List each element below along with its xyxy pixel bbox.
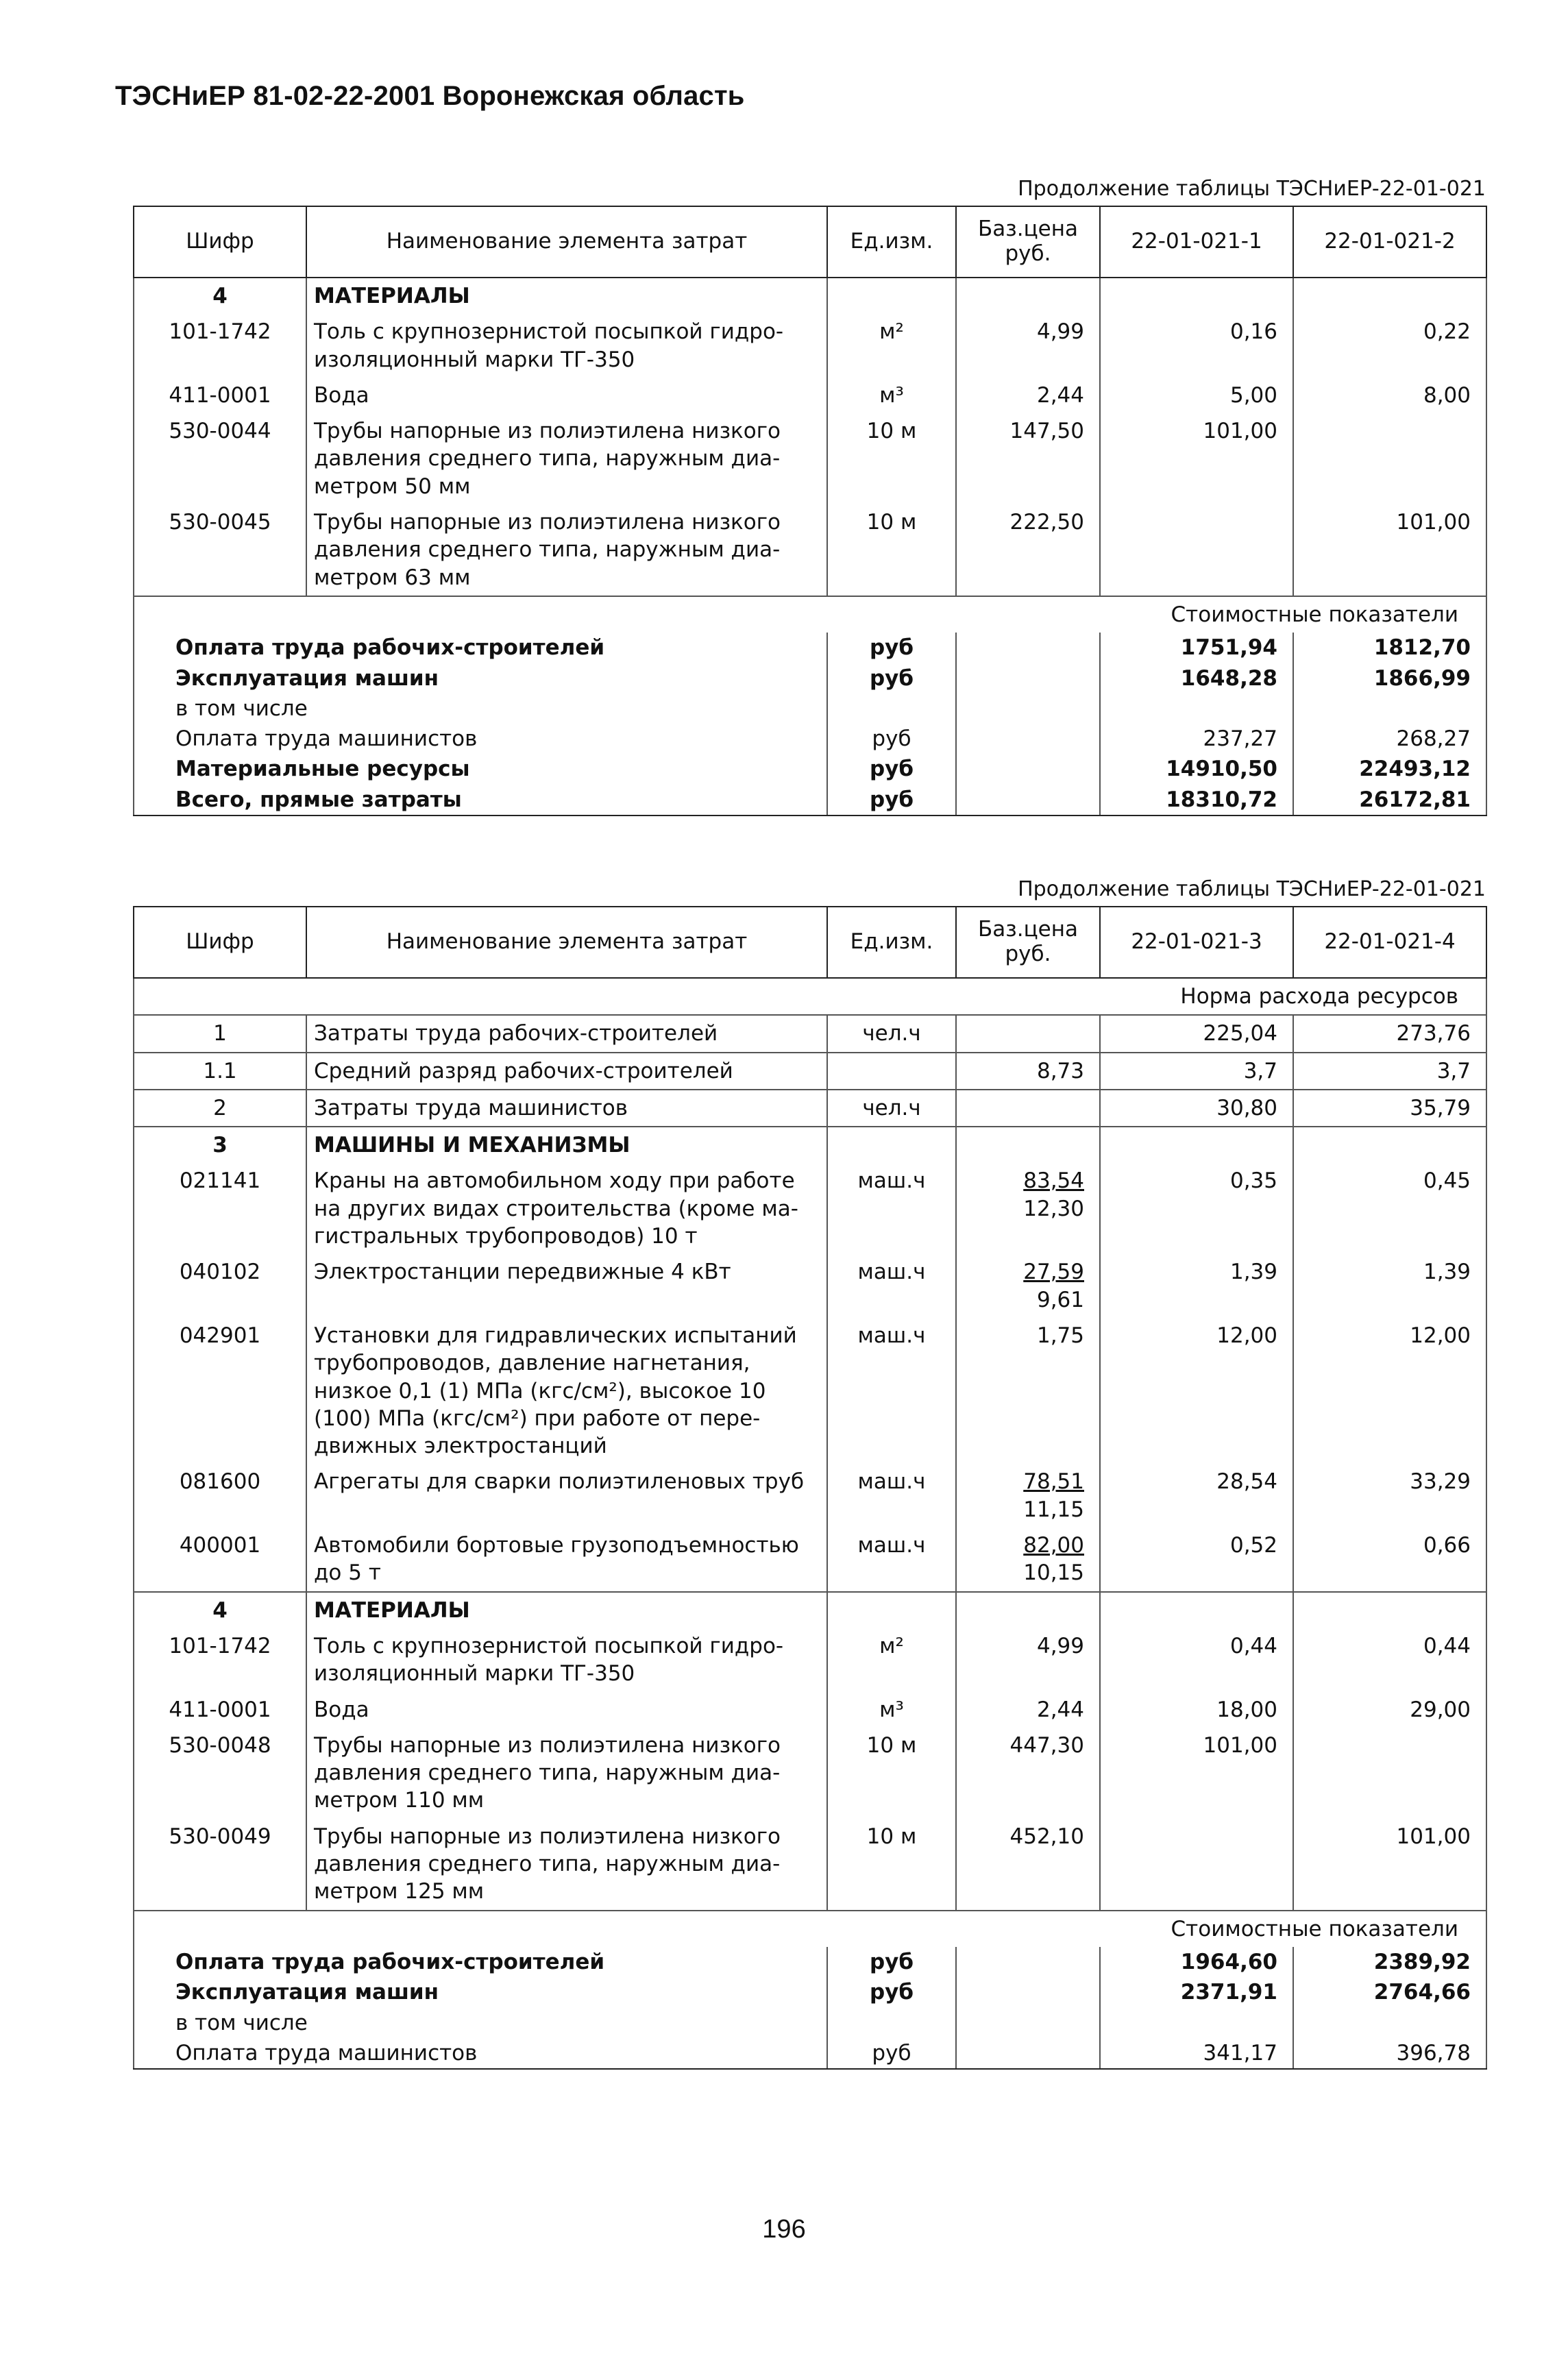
table-row bbox=[134, 1628, 1486, 1692]
resource-norms-label: Норма расхода ресурсов bbox=[134, 978, 1486, 1015]
base-price bbox=[956, 1090, 1100, 1127]
summary-value-2: 1866,99 bbox=[1293, 663, 1486, 694]
section-header-row bbox=[134, 1592, 1486, 1628]
summary-unit: руб bbox=[827, 2038, 956, 2069]
summary-value-2 bbox=[1293, 694, 1486, 724]
summary-label: в том числе bbox=[134, 694, 827, 724]
col-header-norm-4: 22-01-021-4 bbox=[1293, 907, 1486, 978]
summary-value-2: 268,27 bbox=[1293, 724, 1486, 754]
summary-unit: руб bbox=[827, 724, 956, 754]
empty-cell bbox=[1293, 1127, 1486, 1163]
empty-cell bbox=[956, 785, 1100, 816]
resource-unit: маш.ч bbox=[827, 1464, 956, 1528]
table-row bbox=[134, 1090, 1486, 1127]
summary-value-1: 1648,28 bbox=[1100, 663, 1293, 694]
table-row bbox=[134, 1163, 1486, 1254]
resource-name: Вода bbox=[306, 378, 827, 413]
base-price bbox=[956, 1015, 1100, 1052]
resource-unit: м³ bbox=[827, 378, 956, 413]
resource-code: 411-0001 bbox=[134, 378, 306, 413]
section-title: МАТЕРИАЛЫ bbox=[306, 278, 827, 314]
summary-value-2: 26172,81 bbox=[1293, 785, 1486, 816]
empty-cell bbox=[956, 754, 1100, 784]
summary-row bbox=[134, 1947, 1486, 1977]
empty-cell bbox=[956, 663, 1100, 694]
norm-value-1: 1,39 bbox=[1100, 1254, 1293, 1318]
summary-unit: руб bbox=[827, 1947, 956, 1977]
base-price bbox=[956, 1464, 1100, 1528]
empty-cell bbox=[956, 1947, 1100, 1977]
table2-body bbox=[134, 978, 1486, 2069]
norm-value-2: 33,29 bbox=[1293, 1464, 1486, 1528]
summary-label: Оплата труда рабочих-строителей bbox=[134, 633, 827, 663]
resource-unit: м² bbox=[827, 1628, 956, 1692]
resource-name: Трубы напорные из полиэтилена низкого давления среднего типа, наружным диа-метром 125 мм bbox=[306, 1819, 827, 1911]
base-price: 4,99 bbox=[956, 314, 1100, 378]
summary-row bbox=[134, 1977, 1486, 2007]
summary-row bbox=[134, 633, 1486, 663]
summary-value-1 bbox=[1100, 2008, 1293, 2038]
summary-row bbox=[134, 663, 1486, 694]
norm-value-1: 18,00 bbox=[1100, 1692, 1293, 1728]
col-header-price: Баз.цена руб. bbox=[956, 907, 1100, 978]
cost-indicators-label: Стоимостные показатели bbox=[134, 1911, 1486, 1947]
base-price: 452,10 bbox=[956, 1819, 1100, 1911]
empty-cell bbox=[1100, 1127, 1293, 1163]
summary-value-2: 2389,92 bbox=[1293, 1947, 1486, 1977]
resource-name: Трубы напорные из полиэтилена низкого давления среднего типа, наружным диа-метром 50 мм bbox=[306, 413, 827, 504]
price-labor-part: 10,15 bbox=[1023, 1560, 1084, 1586]
section-title: МАШИНЫ И МЕХАНИЗМЫ bbox=[306, 1127, 827, 1163]
resource-code: 101-1742 bbox=[134, 314, 306, 378]
norm-value-1: 28,54 bbox=[1100, 1464, 1293, 1528]
col-header-norm-3: 22-01-021-3 bbox=[1100, 907, 1293, 978]
table-row bbox=[134, 504, 1486, 596]
summary-label: Материальные ресурсы bbox=[134, 754, 827, 784]
norm-value-2: 35,79 bbox=[1293, 1090, 1486, 1127]
norm-value-1: 30,80 bbox=[1100, 1090, 1293, 1127]
price-labor-part: 11,15 bbox=[1023, 1497, 1084, 1522]
resource-code: 021141 bbox=[134, 1163, 306, 1254]
empty-cell bbox=[1100, 1592, 1293, 1628]
resource-code: 2 bbox=[134, 1090, 306, 1127]
resource-unit: чел.ч bbox=[827, 1015, 956, 1052]
resource-name: Трубы напорные из полиэтилена низкого давления среднего типа, наружным диа-метром 110 мм bbox=[306, 1728, 827, 1819]
resource-unit: маш.ч bbox=[827, 1528, 956, 1592]
norm-value-1 bbox=[1100, 504, 1293, 596]
summary-label: в том числе bbox=[134, 2008, 827, 2038]
summary-value-1: 1964,60 bbox=[1100, 1947, 1293, 1977]
empty-cell bbox=[956, 724, 1100, 754]
price-total: 78,51 bbox=[1023, 1469, 1084, 1495]
resource-code: 040102 bbox=[134, 1254, 306, 1318]
summary-value-1: 1751,94 bbox=[1100, 633, 1293, 663]
resource-unit: 10 м bbox=[827, 1819, 956, 1911]
resource-name: Вода bbox=[306, 1692, 827, 1728]
table1 bbox=[133, 206, 1486, 816]
empty-cell bbox=[956, 2008, 1100, 2038]
norm-value-1: 225,04 bbox=[1100, 1015, 1293, 1052]
norm-value-2: 101,00 bbox=[1293, 1819, 1486, 1911]
table-row bbox=[134, 314, 1486, 378]
empty-cell bbox=[1293, 1592, 1486, 1628]
empty-cell bbox=[956, 633, 1100, 663]
summary-row bbox=[134, 2008, 1486, 2038]
resource-unit: маш.ч bbox=[827, 1318, 956, 1464]
table-row bbox=[134, 1692, 1486, 1728]
resource-unit: маш.ч bbox=[827, 1254, 956, 1318]
resource-code: 1 bbox=[134, 1015, 306, 1052]
resource-name: Краны на автомобильном ходу при работе на других видах строительства (кроме ма-гистральных трубопроводов) 10 т bbox=[306, 1163, 827, 1254]
summary-unit: руб bbox=[827, 663, 956, 694]
resource-code: 530-0048 bbox=[134, 1728, 306, 1819]
base-price: 147,50 bbox=[956, 413, 1100, 504]
table2-header-row bbox=[134, 907, 1486, 978]
summary-unit bbox=[827, 694, 956, 724]
base-price: 222,50 bbox=[956, 504, 1100, 596]
summary-value-1: 341,17 bbox=[1100, 2038, 1293, 2069]
section-header-row bbox=[134, 278, 1486, 314]
summary-unit: руб bbox=[827, 633, 956, 663]
resource-unit: чел.ч bbox=[827, 1090, 956, 1127]
summary-value-2: 1812,70 bbox=[1293, 633, 1486, 663]
price-fraction bbox=[1037, 1322, 1084, 1349]
resource-unit: м² bbox=[827, 314, 956, 378]
base-price bbox=[956, 1254, 1100, 1318]
table1-header-row bbox=[134, 206, 1486, 278]
section-code: 3 bbox=[134, 1127, 306, 1163]
base-price: 2,44 bbox=[956, 378, 1100, 413]
resource-norms bbox=[134, 978, 1486, 1015]
base-price: 2,44 bbox=[956, 1692, 1100, 1728]
col-header-code: Шифр bbox=[134, 907, 306, 978]
summary-row bbox=[134, 785, 1486, 816]
resource-name: Затраты труда рабочих-строителей bbox=[306, 1015, 827, 1052]
table-row bbox=[134, 1053, 1486, 1090]
summary-label: Оплата труда рабочих-строителей bbox=[134, 1947, 827, 1977]
table1-body bbox=[134, 278, 1486, 816]
summary-row bbox=[134, 694, 1486, 724]
col-header-norm-1: 22-01-021-1 bbox=[1100, 206, 1293, 278]
norm-value-2: 0,22 bbox=[1293, 314, 1486, 378]
section-header-row bbox=[134, 1127, 1486, 1163]
resource-code: 411-0001 bbox=[134, 1692, 306, 1728]
table2-caption: Продолжение таблицы ТЭСНиЕР-22-01-021 bbox=[1018, 877, 1486, 901]
resource-unit: 10 м bbox=[827, 1728, 956, 1819]
summary-value-1 bbox=[1100, 694, 1293, 724]
cost-indicators bbox=[134, 596, 1486, 633]
norm-value-2 bbox=[1293, 1728, 1486, 1819]
resource-name: Толь с крупнозернистой посыпкой гидро-изоляционный марки ТГ-350 bbox=[306, 1628, 827, 1692]
summary-value-2: 396,78 bbox=[1293, 2038, 1486, 2069]
resource-unit: 10 м bbox=[827, 504, 956, 596]
norm-value-2: 12,00 bbox=[1293, 1318, 1486, 1464]
base-price: 447,30 bbox=[956, 1728, 1100, 1819]
col-header-price: Баз.цена руб. bbox=[956, 206, 1100, 278]
summary-value-2: 22493,12 bbox=[1293, 754, 1486, 784]
resource-code: 530-0049 bbox=[134, 1819, 306, 1911]
resource-unit bbox=[827, 1053, 956, 1090]
col-header-unit: Ед.изм. bbox=[827, 206, 956, 278]
resource-code: 1.1 bbox=[134, 1053, 306, 1090]
summary-value-2 bbox=[1293, 2008, 1486, 2038]
price-total: 83,54 bbox=[1023, 1168, 1084, 1194]
col-header-name: Наименование элемента затрат bbox=[306, 907, 827, 978]
summary-value-1: 18310,72 bbox=[1100, 785, 1293, 816]
resource-name: Автомобили бортовые грузоподъемностью до 5 т bbox=[306, 1528, 827, 1592]
empty-cell bbox=[956, 1127, 1100, 1163]
page-number: 196 bbox=[762, 2215, 806, 2244]
summary-unit: руб bbox=[827, 754, 956, 784]
table-row bbox=[134, 1464, 1486, 1528]
norm-value-2: 101,00 bbox=[1293, 504, 1486, 596]
summary-row bbox=[134, 2038, 1486, 2069]
empty-cell bbox=[827, 1592, 956, 1628]
resource-name: Агрегаты для сварки полиэтиленовых труб bbox=[306, 1464, 827, 1528]
norm-value-2 bbox=[1293, 413, 1486, 504]
table-row bbox=[134, 1015, 1486, 1052]
norm-value-2: 3,7 bbox=[1293, 1053, 1486, 1090]
col-header-unit: Ед.изм. bbox=[827, 907, 956, 978]
summary-label: Эксплуатация машин bbox=[134, 1977, 827, 2007]
resource-name: Средний разряд рабочих-строителей bbox=[306, 1053, 827, 1090]
norm-value-2: 273,76 bbox=[1293, 1015, 1486, 1052]
empty-cell bbox=[956, 694, 1100, 724]
table-row bbox=[134, 378, 1486, 413]
price-labor-part: 1,75 bbox=[1036, 1323, 1084, 1348]
norm-value-1: 101,00 bbox=[1100, 1728, 1293, 1819]
summary-value-1: 14910,50 bbox=[1100, 754, 1293, 784]
empty-cell bbox=[827, 278, 956, 314]
base-price: 8,73 bbox=[956, 1053, 1100, 1090]
table-row bbox=[134, 1254, 1486, 1318]
norm-value-2: 0,44 bbox=[1293, 1628, 1486, 1692]
norm-value-1: 12,00 bbox=[1100, 1318, 1293, 1464]
norm-value-1: 3,7 bbox=[1100, 1053, 1293, 1090]
norm-value-2: 1,39 bbox=[1293, 1254, 1486, 1318]
col-header-name: Наименование элемента затрат bbox=[306, 206, 827, 278]
summary-value-2: 2764,66 bbox=[1293, 1977, 1486, 2007]
resource-unit: м³ bbox=[827, 1692, 956, 1728]
summary-row bbox=[134, 724, 1486, 754]
table-row bbox=[134, 1819, 1486, 1911]
resource-code: 530-0044 bbox=[134, 413, 306, 504]
col-header-norm-2: 22-01-021-2 bbox=[1293, 206, 1486, 278]
norm-value-1: 0,35 bbox=[1100, 1163, 1293, 1254]
empty-cell bbox=[956, 278, 1100, 314]
price-total: 27,59 bbox=[1023, 1260, 1084, 1285]
base-price bbox=[956, 1163, 1100, 1254]
price-labor-part: 12,30 bbox=[1023, 1196, 1084, 1221]
resource-code: 081600 bbox=[134, 1464, 306, 1528]
table-row bbox=[134, 1728, 1486, 1819]
summary-value-1: 2371,91 bbox=[1100, 1977, 1293, 2007]
resource-name: Толь с крупнозернистой посыпкой гидро-изоляционный марки ТГ-350 bbox=[306, 314, 827, 378]
empty-cell bbox=[956, 1592, 1100, 1628]
norm-value-2: 8,00 bbox=[1293, 378, 1486, 413]
section-title: МАТЕРИАЛЫ bbox=[306, 1592, 827, 1628]
norm-value-2: 0,45 bbox=[1293, 1163, 1486, 1254]
section-code: 4 bbox=[134, 1592, 306, 1628]
norm-value-1: 0,52 bbox=[1100, 1528, 1293, 1592]
norm-value-1 bbox=[1100, 1819, 1293, 1911]
resource-unit: 10 м bbox=[827, 413, 956, 504]
price-labor-part: 9,61 bbox=[1036, 1287, 1084, 1312]
norm-value-1: 0,16 bbox=[1100, 314, 1293, 378]
table-row bbox=[134, 413, 1486, 504]
col-header-code: Шифр bbox=[134, 206, 306, 278]
summary-value-1: 237,27 bbox=[1100, 724, 1293, 754]
resource-code: 530-0045 bbox=[134, 504, 306, 596]
summary-label: Всего, прямые затраты bbox=[134, 785, 827, 816]
empty-cell bbox=[956, 1977, 1100, 2007]
resource-unit: маш.ч bbox=[827, 1163, 956, 1254]
norm-value-2: 0,66 bbox=[1293, 1528, 1486, 1592]
summary-unit: руб bbox=[827, 1977, 956, 2007]
base-price bbox=[956, 1528, 1100, 1592]
price-fraction bbox=[1023, 1468, 1084, 1523]
norm-value-1: 5,00 bbox=[1100, 378, 1293, 413]
empty-cell bbox=[956, 2038, 1100, 2069]
price-fraction bbox=[1023, 1258, 1084, 1314]
table-row bbox=[134, 1318, 1486, 1464]
base-price: 4,99 bbox=[956, 1628, 1100, 1692]
price-fraction bbox=[1023, 1167, 1084, 1223]
summary-row bbox=[134, 754, 1486, 784]
summary-label: Эксплуатация машин bbox=[134, 663, 827, 694]
resource-name: Установки для гидравлических испытаний трубопроводов, давление нагнетания, низкое 0,1 (1) МПа (кгс/см²), высокое 10 (100) МПа (кгс/см²) при работе от пере-движных электростанций bbox=[306, 1318, 827, 1464]
resource-code: 042901 bbox=[134, 1318, 306, 1464]
summary-label: Оплата труда машинистов bbox=[134, 2038, 827, 2069]
resource-name: Электростанции передвижные 4 кВт bbox=[306, 1254, 827, 1318]
norm-value-1: 0,44 bbox=[1100, 1628, 1293, 1692]
table-row bbox=[134, 1528, 1486, 1592]
norm-value-2: 29,00 bbox=[1293, 1692, 1486, 1728]
resource-code: 400001 bbox=[134, 1528, 306, 1592]
summary-unit: руб bbox=[827, 785, 956, 816]
price-total: 82,00 bbox=[1023, 1533, 1084, 1558]
empty-cell bbox=[1293, 278, 1486, 314]
cost-indicators bbox=[134, 1911, 1486, 1947]
empty-cell bbox=[827, 1127, 956, 1163]
empty-cell bbox=[1100, 278, 1293, 314]
table1-caption: Продолжение таблицы ТЭСНиЕР-22-01-021 bbox=[1018, 177, 1486, 201]
norm-value-1: 101,00 bbox=[1100, 413, 1293, 504]
document-title: ТЭСНиЕР 81-02-22-2001 Воронежская область bbox=[115, 81, 745, 111]
table2 bbox=[133, 906, 1486, 2070]
summary-label: Оплата труда машинистов bbox=[134, 724, 827, 754]
section-code: 4 bbox=[134, 278, 306, 314]
summary-unit bbox=[827, 2008, 956, 2038]
base-price bbox=[956, 1318, 1100, 1464]
price-fraction bbox=[1023, 1532, 1084, 1587]
resource-name: Затраты труда машинистов bbox=[306, 1090, 827, 1127]
resource-name: Трубы напорные из полиэтилена низкого давления среднего типа, наружным диа-метром 63 мм bbox=[306, 504, 827, 596]
cost-indicators-label: Стоимостные показатели bbox=[134, 596, 1486, 633]
resource-code: 101-1742 bbox=[134, 1628, 306, 1692]
